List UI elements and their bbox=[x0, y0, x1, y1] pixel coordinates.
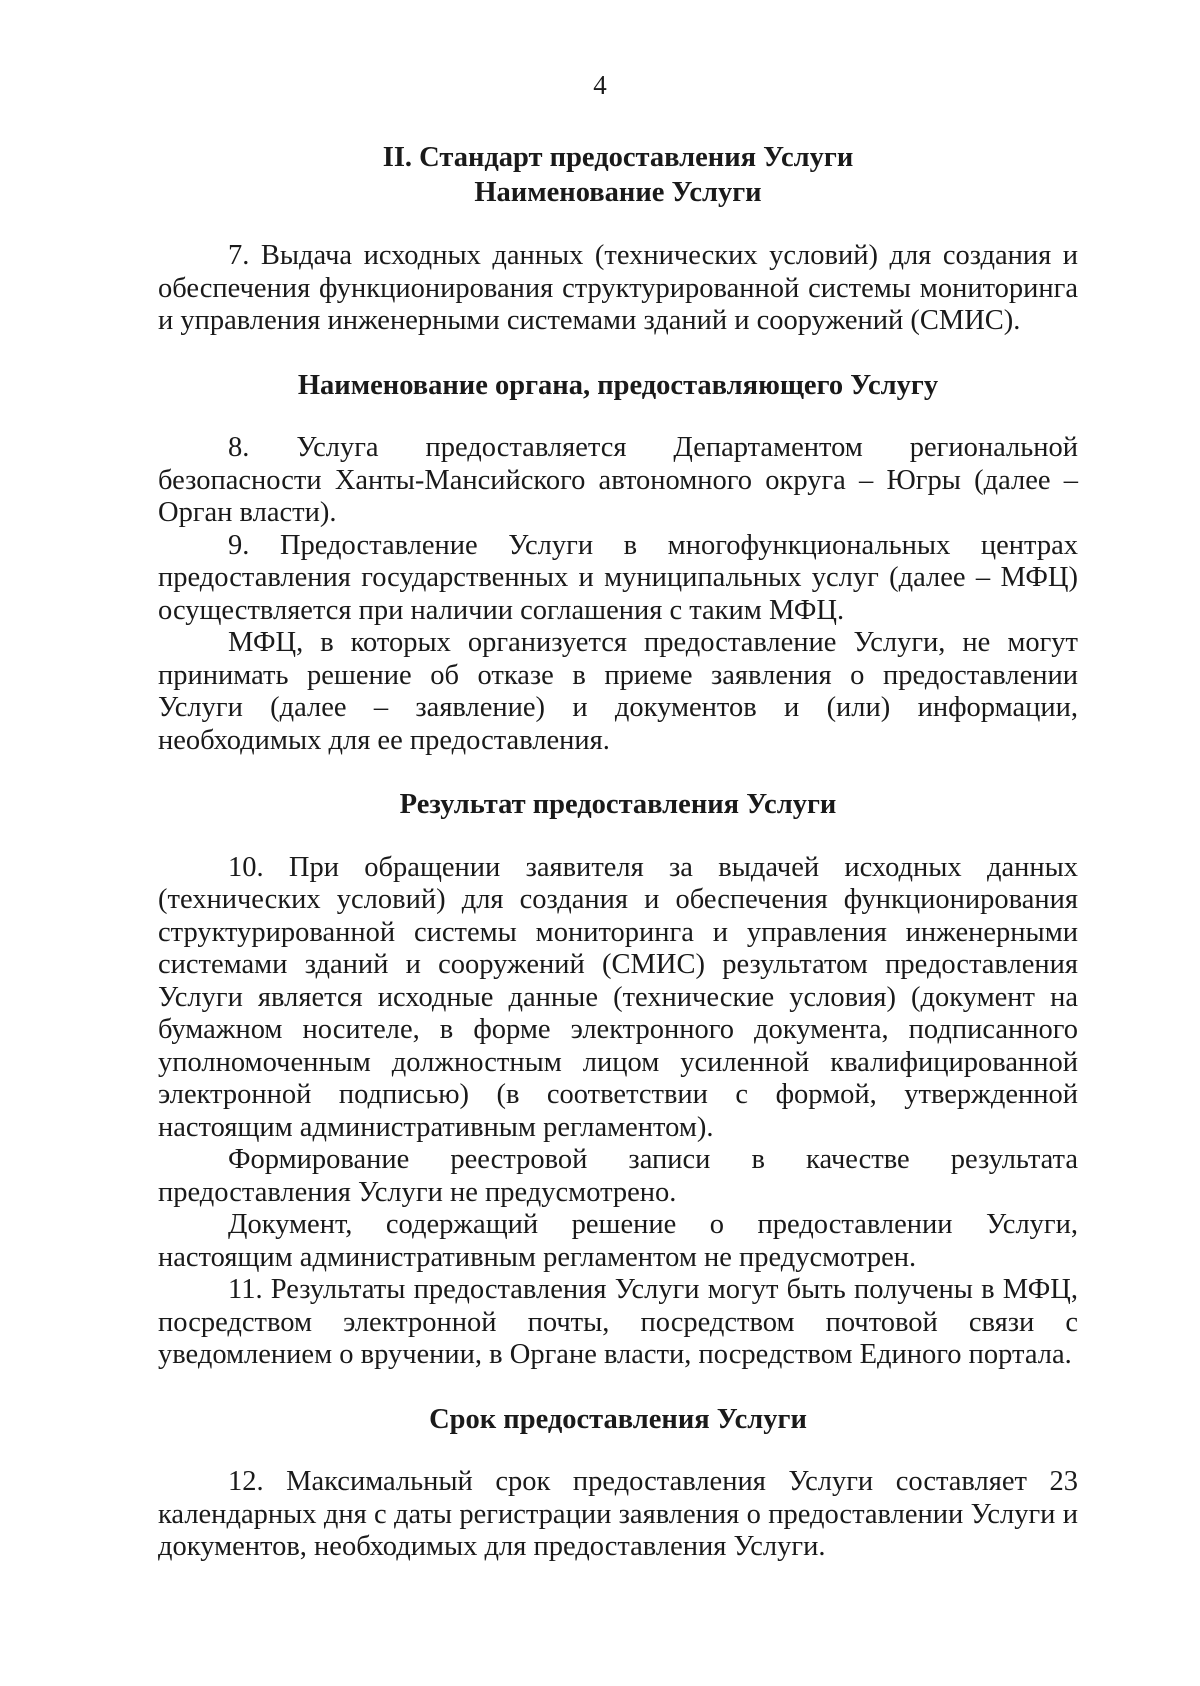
paragraph-11: 11. Результаты предоставления Услуги могут быть получены в МФЦ, посредством электронной почты, посредством почтовой связи с уведомлением о вручении, в Органе власти, посредством Единого портала. bbox=[158, 1274, 1078, 1370]
paragraph-9: 9. Предоставление Услуги в многофункциональных центрах предоставления государственных и муниципальных услуг (далее – МФЦ) осуществляется при наличии соглашения с таким МФЦ. bbox=[158, 529, 1078, 626]
paragraph-10-registry: Формирование реестровой записи в качестве результата предоставления Услуги не предусмотрено. bbox=[158, 1144, 1078, 1208]
paragraph-10-document: Документ, содержащий решение о предоставлении Услуги, настоящим административным регламентом не предусмотрен. bbox=[158, 1209, 1078, 1273]
paragraph-8: 8. Услуга предоставляется Департаментом региональной безопасности Ханты-Мансийского автономного округа – Югры (далее – Орган власти). bbox=[158, 432, 1078, 528]
document-body bbox=[158, 140, 1078, 1564]
page-number: 4 bbox=[593, 70, 607, 100]
section-title-line1: II. Стандарт предоставления Услуги bbox=[382, 142, 854, 173]
spacer bbox=[158, 822, 1078, 852]
spacer bbox=[158, 757, 1078, 789]
paragraph-9-continued: МФЦ, в которых организуется предоставление Услуги, не могут принимать решение об отказе в приеме заявления о предоставлении Услуги (далее – заявление) и документов и (или) информации, необходимых для ее предоставления. bbox=[158, 627, 1078, 756]
spacer bbox=[158, 402, 1078, 432]
spacer bbox=[158, 210, 1078, 240]
paragraph-12: 12. Максимальный срок предоставления Услуги составляет 23 календарных дня с даты регистрации заявления о предоставлении Услуги и документов, необходимых для предоставления Услуги. bbox=[158, 1466, 1078, 1562]
section-title bbox=[158, 140, 1078, 210]
section-title-line2: Наименование Услуги bbox=[474, 177, 762, 208]
heading-term: Срок предоставления Услуги bbox=[429, 1403, 807, 1435]
heading-organ: Наименование органа, предоставляющего Услугу bbox=[297, 369, 939, 401]
spacer bbox=[158, 338, 1078, 370]
paragraph-7: 7. Выдача исходных данных (технических условий) для создания и обеспечения функционирования структурированной системы мониторинга и управления инженерными системами зданий и сооружений (СМИС). bbox=[158, 240, 1078, 336]
spacer bbox=[158, 1436, 1078, 1466]
paragraph-10: 10. При обращении заявителя за выдачей исходных данных (технических условий) для создания и обеспечения функционирования структурированной системы мониторинга и управления инженерными системами зданий и сооружений (СМИС) результатом предоставления Услуги является исходные данные (технические условия) (документ на бумажном носителе, в форме электронного документа, подписанного уполномоченным должностным лицом усиленной квалифицированной электронной подписью) (в соответствии с формой, утвержденной настоящим административным регламентом). bbox=[158, 851, 1078, 1143]
spacer bbox=[158, 1372, 1078, 1404]
heading-result: Результат предоставления Услуги bbox=[399, 789, 837, 820]
